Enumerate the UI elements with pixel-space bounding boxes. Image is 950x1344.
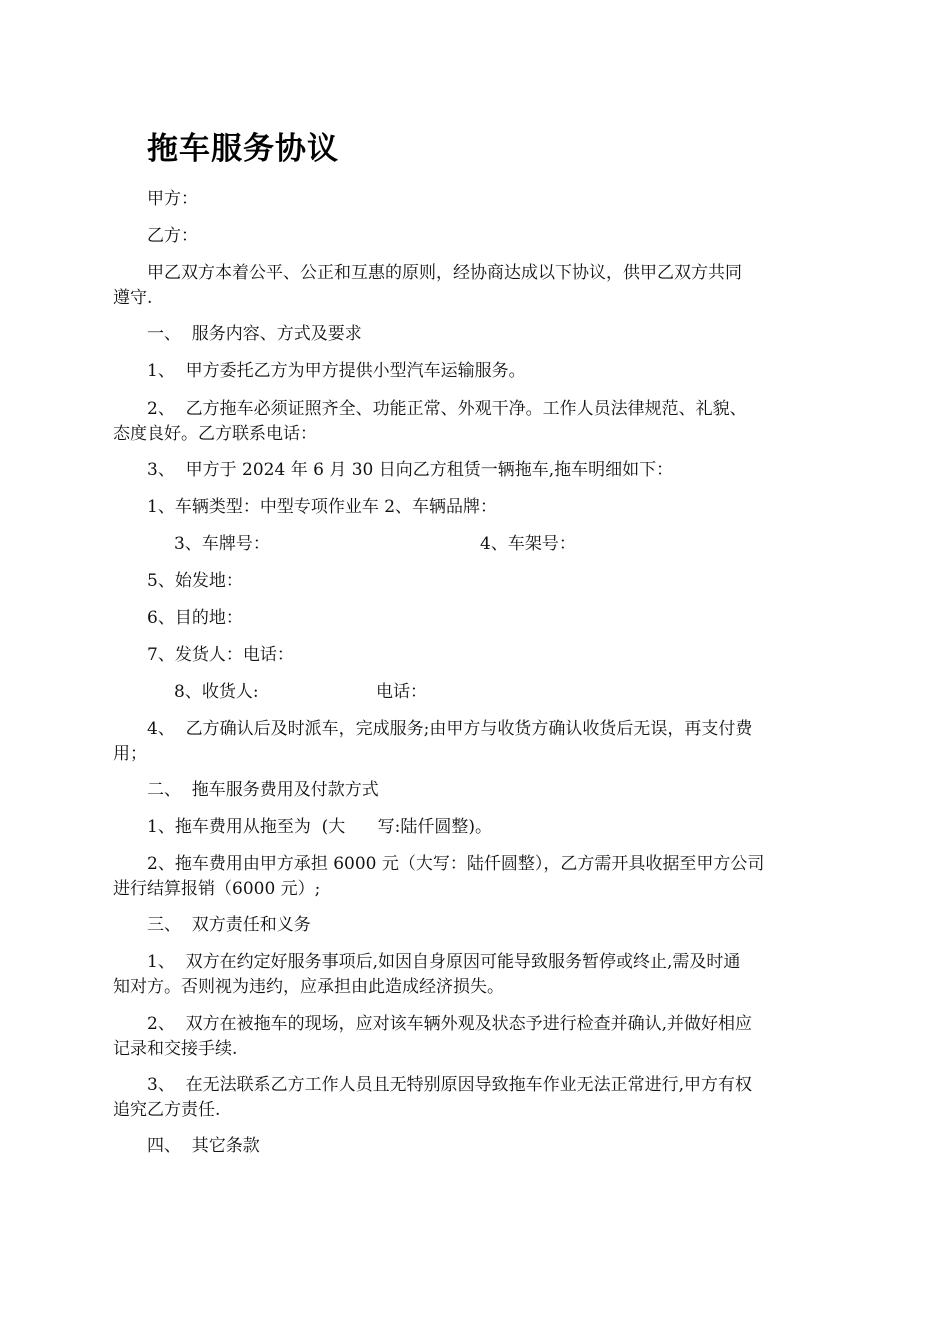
section-3-item-2-line-1: 2、 双方在被拖车的现场，应对该车辆外观及状态予进行检查并确认,并做好相应 — [147, 1014, 753, 1034]
section-1-item-4-line-2: 用； — [113, 744, 147, 764]
detail-origin: 5、始发地： — [147, 571, 243, 591]
detail-consignee-phone: 电话： — [376, 682, 427, 702]
section-2-item-2-line-1: 2、拖车费用由甲方承担 6000 元（大写：陆仟圆整），乙方需开具收据至甲方公司 — [147, 854, 765, 874]
section-4-heading: 四、 其它条款 — [147, 1136, 260, 1156]
section-2-heading: 二、 拖车服务费用及付款方式 — [147, 780, 379, 800]
section-3-item-1-line-2: 知对方。否则视为违约，应承担由此造成经济损失。 — [113, 977, 504, 997]
section-3-item-3-line-2: 追究乙方责任. — [113, 1100, 221, 1120]
section-1-item-2-line-2: 态度良好。乙方联系电话： — [113, 424, 317, 444]
document-title: 拖车服务协议 — [147, 131, 339, 167]
section-1-item-2-line-1: 2、 乙方拖车必须证照齐全、功能正常、外观干净。工作人员法律规范、礼貌、 — [147, 399, 747, 419]
detail-plate-number: 3、车牌号： — [174, 534, 270, 554]
party-b-label: 乙方： — [147, 226, 198, 246]
detail-vehicle-type-brand: 1、车辆类型：中型专项作业车 2、车辆品牌： — [147, 497, 498, 517]
detail-destination: 6、目的地： — [147, 608, 243, 628]
section-3-item-3-line-1: 3、 在无法联系乙方工作人员且无特别原因导致拖车作业无法正常进行,甲方有权 — [147, 1075, 753, 1095]
section-1-item-1: 1、 甲方委托乙方为甲方提供小型汽车运输服务。 — [147, 361, 526, 381]
detail-frame-number: 4、车架号： — [480, 534, 576, 554]
party-a-label: 甲方： — [147, 189, 198, 209]
section-1-item-4-line-1: 4、 乙方确认后及时派车，完成服务;由甲方与收货方确认收货后无误，再支付费 — [147, 719, 753, 739]
section-3-item-2-line-2: 记录和交接手续. — [113, 1039, 238, 1059]
section-1-heading: 一、 服务内容、方式及要求 — [147, 324, 362, 344]
section-3-item-1-line-1: 1、 双方在约定好服务事项后,如因自身原因可能导致服务暂停或终止,需及时通 — [147, 952, 741, 972]
section-2-item-1: 1、拖车费用从拖至为 (大 写:陆仟圆整)。 — [147, 817, 493, 837]
section-1-item-3: 3、 甲方于 2024 年 6 月 30 日向乙方租赁一辆拖车,拖车明细如下： — [147, 460, 674, 480]
intro-paragraph-line-2: 遵守. — [113, 288, 153, 308]
detail-consignee: 8、收货人: — [174, 682, 259, 702]
section-2-item-2-line-2: 进行结算报销（6000 元）; — [113, 879, 321, 899]
section-3-heading: 三、 双方责任和义务 — [147, 915, 311, 935]
intro-paragraph-line-1: 甲乙双方本着公平、公正和互惠的原则，经协商达成以下协议，供甲乙双方共同 — [147, 263, 742, 283]
detail-shipper: 7、发货人：电话： — [147, 645, 294, 665]
